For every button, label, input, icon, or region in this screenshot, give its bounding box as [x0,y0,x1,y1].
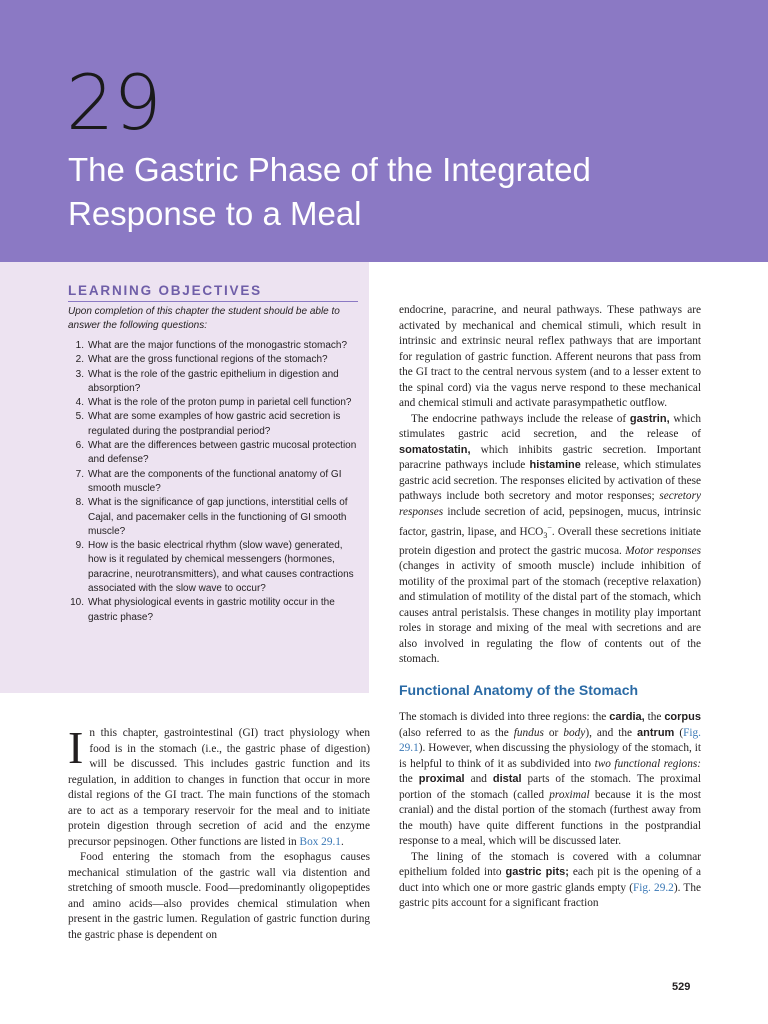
learning-objectives-heading: LEARNING OBJECTIVES [68,283,358,302]
paragraph: The stomach is divided into three regions: the cardia, the corpus (also referred to as the fundus or body), and the antrum (Fig. 29.1). However, when discussing the physiology of the stomach, it is helpful to think of it as subdivided into two functional regions: the proximal and distal parts of the stomach. The proximal portion of the stomach (called proximal because it is the most cranial) and the distal portion of the stomach (furthest away from the mouth) have quite different functions in the postprandial response to a meal, which will be discussed later. [399,711,702,848]
box-29-1-link[interactable]: Box 29.1 [299,835,341,848]
paragraph: Food entering the stomach from the esophagus causes mechanical stimulation of the gastric wall via distention and stretching of smooth muscle. Food—predominantly oligopeptides and amino acids—also provides chemical stimulation when present in the gastric lumen. Regulation of gastric function during the gastric phase is dependent on [68,851,370,941]
paragraph: The endocrine pathways include the release of gastrin, which stimulates gastric acid secretion, and the release of somatostatin, which inhibits gastric secretion. Important paracrine pathways include histamine release, which stimulates gastric acid secretion. The responses elicited by activation of these pathways include both secretory and motor responses; secretory responses include secretion of acid, pepsinogen, mucus, intrinsic factor, gastrin, lipase, and $HCO_3^-$. Overall these secretions initiate protein digestion and protect the gastric mucosa. Motor responses (changes in activity of smooth muscle) include inhibition of motility of the proximal part of the stomach (receptive relaxation) and stimulation of motility of the distal part of the stomach, which causes antral peristalsis. These changes in motility play important roles in storage and mixing of the meal with secretions and are also involved in regulating the flow of contents out of the stomach. [399,412,702,666]
keyword-gastric-pits: gastric pits; [505,866,569,879]
keyword-gastrin: gastrin, [629,412,670,425]
keyword-corpus: corpus [664,711,701,724]
objective-item: 2. What are the gross functional regions of the stomach? [75,354,328,366]
objective-item: 7. What are the components of the functional anatomy of GI smooth muscle? [75,468,342,494]
page-number: 529 [672,981,691,993]
objective-item: 6. What are the differences between gastric mucosal protection and defense? [75,440,357,466]
keyword-antrum: antrum [637,726,675,739]
objective-item: 8. What is the significance of gap junctions, interstitial cells of Cajal, and pacemaker cells in the functioning of GI smooth muscle? [75,497,348,537]
fig-29-2-link[interactable]: Fig. 29.2 [632,881,674,894]
objective-item: 9. How is the basic electrical rhythm (slow wave) generated, how is it regulated by chemical messengers (hormones, paracrine, neurotransmitters), and what causes contractions associated with the slow wave to occur? [75,540,354,595]
chapter-number: 29 [66,58,161,147]
fig-29-1-link[interactable]: Fig. 29.1 [399,726,702,755]
objective-item: 4. What is the role of the proton pump in parietal cell function? [75,397,352,409]
objective-item: 10. What physiological events in gastric motility occur in the gastric phase? [70,597,335,623]
chapter-title: The Gastric Phase of the Integrated Response to a Meal [68,151,591,232]
learning-objectives-intro: Upon completion of this chapter the student should be able to answer the following questions: [68,306,340,332]
learning-objectives-list [68,339,360,625]
intro-paragraph: In this chapter, gastrointestinal (GI) tract physiology when food is in the stomach (i.e., the gastric phase of digestion) will be discussed. This includes gastric function and its regulation, in addition to changes in function that occur in more distal regions of the GI tract. The main functions of the stomach are to act as a temporary reservoir for the meal and to initiate protein digestion through secretion of acid and the enzyme precursor pepsinogen. Other functions are listed in Box 29.1. [68,722,370,848]
drop-cap: I [68,722,84,773]
objective-item: 3. What is the role of the gastric epithelium in digestion and absorption? [75,368,339,394]
objective-item: 5. What are some examples of how gastric acid secretion is regulated during the postprandial period? [75,411,341,437]
paragraph: endocrine, paracrine, and neural pathways. These pathways are activated by mechanical and chemical stimuli, which result in intrinsic and extrinsic neural reflex pathways that are important for regulation of gastric function. Afferent neurons that pass from the GI tract to the central nervous system (and to a lesser extent to the spinal cord) via the vagus nerve respond to these mechanical and chemical stimuli and activate parasympathetic outflow. [399,304,701,409]
paragraph: The lining of the stomach is covered with a columnar epithelium folded into gastric pits; each pit is the opening of a duct into which one or more gastric glands empty (Fig. 29.2). The gastric pits account for a significant fraction [399,850,701,910]
left-column-body [68,722,370,943]
keyword-distal: distal [492,773,522,786]
section-heading: Functional Anatomy of the Stomach [399,681,639,698]
objective-item: 1. What are the major functions of the monogastric stomach? [75,340,348,351]
keyword-somatostatin: somatostatin, [399,443,471,456]
right-column-body [399,303,701,912]
keyword-histamine: histamine [529,459,581,471]
keyword-proximal: proximal [418,773,465,786]
keyword-cardia: cardia, [609,711,645,724]
